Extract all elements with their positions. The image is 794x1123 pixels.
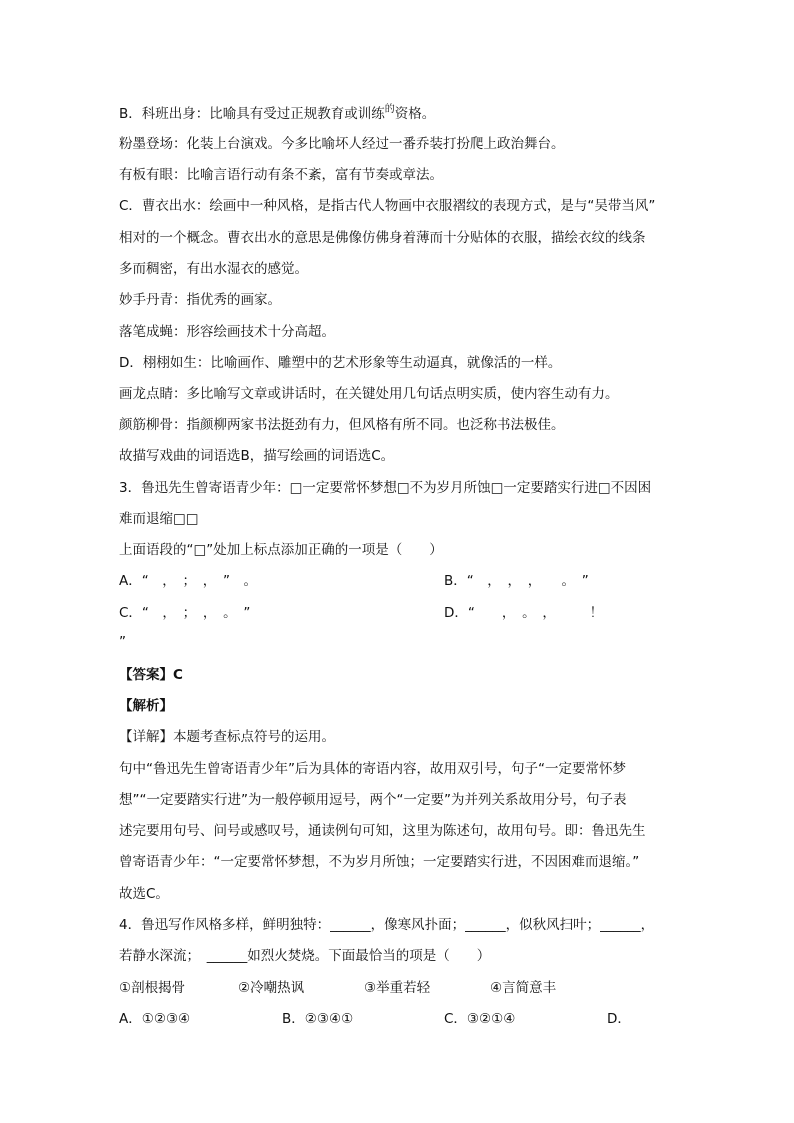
q4-option-a: A．①②③④ <box>119 1011 191 1027</box>
q4-item-2: ②冷嘲热讽 <box>238 980 305 996</box>
q4-item-4: ④言简意丰 <box>490 980 557 996</box>
section-c-line-3: 多而稠密，有出水湿衣的感觉。 <box>119 261 308 277</box>
q3-option-c: C．“ ， ； ， 。 ” <box>119 605 251 621</box>
q3-answer: 【答案】C <box>119 667 183 683</box>
q4-option-b: B．②③④① <box>282 1011 354 1027</box>
q3-analysis-label: 【解析】 <box>119 698 173 714</box>
section-c-line-1: C．曹衣出水：绘画中一种风格，是指古代人物画中衣服褶纹的表现方式，是与“吴带当风” <box>119 198 656 214</box>
section-b-line-2: 粉墨登场：化装上台演戏。今多比喻坏人经过一番乔装打扮爬上政治舞台。 <box>119 136 565 152</box>
q3-option-a: A．“ ， ； ， ” 。 <box>119 573 257 589</box>
q4-item-1: ①剖根揭骨 <box>119 980 186 996</box>
section-d-line-3: 颜筋柳骨：指颜柳两家书法挺劲有力，但风格有所不同。也泛称书法极佳。 <box>119 417 565 433</box>
q3-option-d-continuation: ” <box>119 634 126 650</box>
q4-item-3: ③举重若轻 <box>364 980 431 996</box>
q3-stem-line-2: 难而退缩□□ <box>119 511 199 527</box>
section-d-conclusion: 故描写戏曲的词语选B，描写绘画的词语选C。 <box>119 448 395 464</box>
section-c-line-5: 落笔成蝇：形容绘画技术十分高超。 <box>119 324 335 340</box>
section-b-line-1: B．科班出身：比喻具有受过正规教育或训练$^的$资格。 <box>119 104 436 122</box>
section-c-line-4: 妙手丹青：指优秀的画家。 <box>119 292 281 308</box>
q3-explanation-line-2: 想”“一定要踏实行进”为一般停顿用逗号，两个“一定要”为并列关系故用分号，句子表 <box>119 792 627 808</box>
q3-stem-line-1: 3．鲁迅先生曾寄语青少年：□一定要常怀梦想□不为岁月所蚀□一定要踏实行进□不因困 <box>119 480 652 496</box>
q4-option-d: D． <box>607 1011 631 1027</box>
q4-stem-line-2: 若静水深流； ______如烈火焚烧。下面最恰当的项是（ ） <box>119 948 491 964</box>
q3-detail: 【详解】本题考查标点符号的运用。 <box>119 729 335 745</box>
q3-option-d: D．“ ， 。 ， ！ <box>444 605 604 621</box>
q4-option-c: C．③②①④ <box>444 1011 516 1027</box>
section-d-line-1: D．栩栩如生：比喻画作、雕塑中的艺术形象等生动逼真，就像活的一样。 <box>119 355 562 371</box>
q3-explanation-line-3: 述完要用句号、问号或感叹号，通读例句可知，这里为陈述句，故用句号。即：鲁迅先生 <box>119 823 646 839</box>
section-b-line-3: 有板有眼：比喻言语行动有条不紊，富有节奏或章法。 <box>119 167 443 183</box>
q4-stem-line-1: 4．鲁迅写作风格多样，鲜明独特：______，像寒风扑面；______，似秋风扫叶；______， <box>119 917 655 933</box>
section-c-line-2: 相对的一个概念。曹衣出水的意思是佛像仿佛身着薄而十分贴体的衣服，描绘衣纹的线条 <box>119 230 646 246</box>
section-d-line-2: 画龙点睛：多比喻写文章或讲话时，在关键处用几句话点明实质，使内容生动有力。 <box>119 386 619 402</box>
q3-stem-line-3: 上面语段的“□”处加上标点添加正确的一项是（ ） <box>119 542 443 558</box>
q3-explanation-line-1: 句中“鲁迅先生曾寄语青少年”后为具体的寄语内容，故用双引号，句子“一定要常怀梦 <box>119 761 626 777</box>
q3-option-b: B．“ ， ， ， 。 ” <box>444 573 589 589</box>
q3-explanation-line-4: 曾寄语青少年：“一定要常怀梦想，不为岁月所蚀；一定要踏实行进，不因困难而退缩。” <box>119 854 640 870</box>
superscript-char: 的 <box>384 104 395 115</box>
q3-explanation-line-5: 故选C。 <box>119 886 169 902</box>
